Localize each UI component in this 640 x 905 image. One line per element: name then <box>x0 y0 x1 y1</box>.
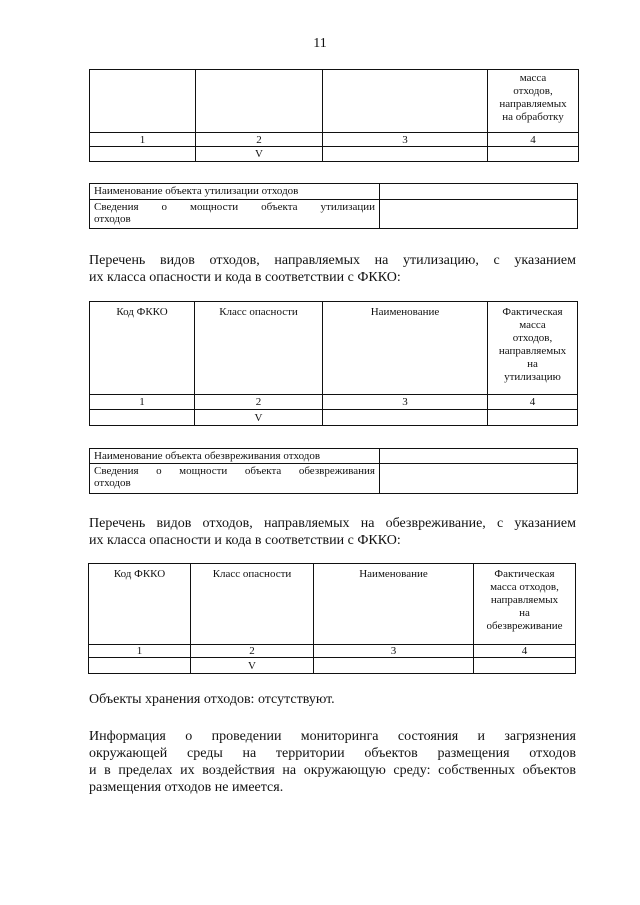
monitoring-statement: Информация о проведении мониторинга состояния и загрязнения окружающей среды на территории объектов размещения отходов и в пределах их воздействия на окружающую среду: собственных объектов размещения отходов не имеется. <box>89 729 576 795</box>
header-cell <box>196 70 323 133</box>
facility-name-value <box>380 449 578 464</box>
facility-name-label: Наименование объекта утилизации отходов <box>90 184 380 200</box>
table-row <box>89 658 576 674</box>
facility-name-value <box>380 184 578 200</box>
number-cell: 3 <box>314 645 474 658</box>
page-number: 11 <box>313 36 327 51</box>
header-code: Код ФККО <box>90 302 195 395</box>
facility-capacity-label: Сведения о мощности объекта обезвреживания отходов <box>90 464 380 494</box>
header-cell-mass: масса отходов, направляемых на обработку <box>488 70 579 133</box>
table-recycling <box>89 301 578 426</box>
facility-capacity-value <box>380 200 578 229</box>
number-cell: 4 <box>474 645 576 658</box>
header-code: Код ФККО <box>89 564 191 645</box>
table-header-row <box>89 564 576 645</box>
header-mass: Фактическая масса отходов, направляемых на утилизацию <box>488 302 578 395</box>
mark-cell: V <box>196 147 323 162</box>
number-cell: 2 <box>191 645 314 658</box>
table-number-row <box>90 395 578 410</box>
table-row <box>90 147 579 162</box>
number-cell: 2 <box>196 133 323 147</box>
number-cell: 1 <box>90 133 196 147</box>
neutralization-list-heading: Перечень видов отходов, направляемых на обезвреживание, с указанием их класса опасности и кода в соответствии с ФККО: <box>89 516 576 548</box>
recycling-facility-info <box>89 183 578 229</box>
header-class: Класс опасности <box>191 564 314 645</box>
storage-statement: Объекты хранения отходов: отсутствуют. <box>89 692 335 707</box>
header-cell <box>323 70 488 133</box>
neutralization-facility-info <box>89 448 578 494</box>
header-cell <box>90 70 196 133</box>
mark-cell: V <box>191 658 314 674</box>
header-mass: Фактическая масса отходов, направляемых на обезвреживание <box>474 564 576 645</box>
header-name: Наименование <box>314 564 474 645</box>
recycling-list-heading: Перечень видов отходов, направляемых на утилизацию, с указанием их класса опасности и кода в соответствии с ФККО: <box>89 253 576 285</box>
number-cell: 1 <box>90 395 195 410</box>
number-cell: 4 <box>488 395 578 410</box>
facility-capacity-value <box>380 464 578 494</box>
table-header-row <box>90 302 578 395</box>
header-name: Наименование <box>323 302 488 395</box>
table-number-row <box>90 133 579 147</box>
number-cell: 3 <box>323 395 488 410</box>
table-processing <box>89 69 579 162</box>
table-row <box>90 410 578 426</box>
facility-capacity-label: Сведения о мощности объекта утилизации отходов <box>90 200 380 229</box>
table-header-row <box>90 70 579 133</box>
number-cell: 2 <box>195 395 323 410</box>
table-number-row <box>89 645 576 658</box>
number-cell: 3 <box>323 133 488 147</box>
header-class: Класс опасности <box>195 302 323 395</box>
number-cell: 4 <box>488 133 579 147</box>
number-cell: 1 <box>89 645 191 658</box>
facility-name-label: Наименование объекта обезвреживания отходов <box>90 449 380 464</box>
mark-cell: V <box>195 410 323 426</box>
table-neutralization <box>88 563 576 674</box>
